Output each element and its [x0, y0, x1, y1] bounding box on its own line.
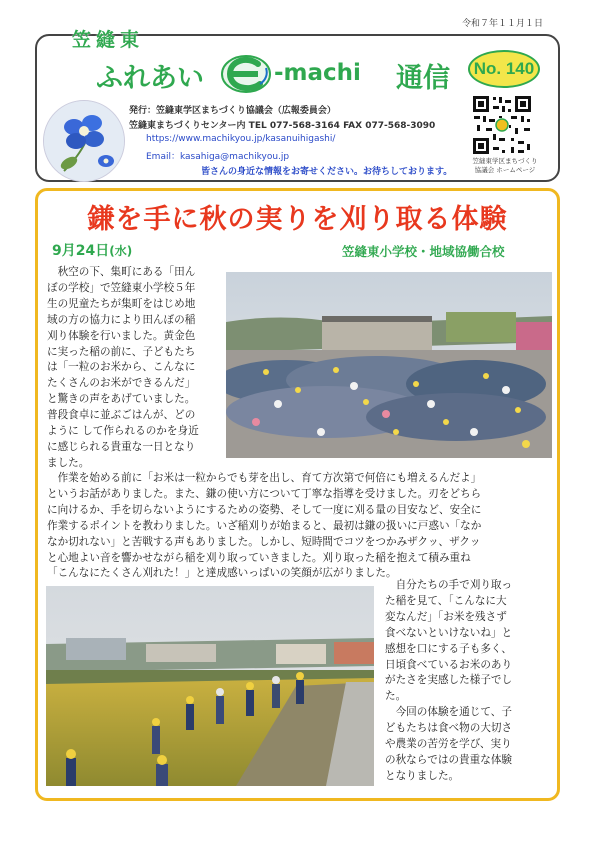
text-line: というお話がありました。また、鎌の使い方について丁寧な指導を受けました。刃をどちら [47, 487, 482, 500]
text-line: 刈り体験を行いました。黄金色 [47, 329, 196, 342]
title-tsushin: 通信 [396, 63, 450, 94]
flower-photo [43, 100, 125, 182]
text-line: がたさを実感した様子でし [385, 674, 513, 687]
text-line: 今回の体験を通じて、子 [395, 706, 512, 719]
invitation-text: 皆さんの身近な情報をお寄せください。お待ちしております。 [201, 167, 453, 177]
article-paragraph-3 [385, 578, 552, 785]
text-line: の秋ならではの貴重な体験 [385, 753, 513, 766]
text-line: は「一粒のお米から、こんなに [47, 361, 196, 374]
text-line: 日頃食べているお米のあり [385, 658, 513, 671]
morning-glory-icon [44, 101, 125, 182]
text-line: 普段食卓に並ぶごはんが、どの [47, 409, 196, 422]
text-line: た。 [385, 690, 407, 703]
text-line: 感想を口にする子も多く、 [385, 642, 512, 655]
qr-caption [466, 157, 544, 175]
text-line: 秋空の下、集町にある「田ん [57, 266, 196, 278]
e-logo-icon [220, 54, 272, 94]
event-date [52, 240, 132, 260]
title-fureai: ふれあい [96, 63, 204, 94]
event-date-day: 9月24日 [52, 243, 110, 259]
text-line: 生の児童たちが集町をはじめ地 [47, 297, 196, 310]
issue-date: 令和７年１１月１日 [462, 19, 544, 29]
event-organizer: 笠縫東小学校・地域協働合校 [342, 244, 505, 259]
qr-caption-line: 協議会 ホームページ [474, 166, 536, 174]
title-machi: -machi [274, 60, 361, 86]
article-paragraph-2 [47, 471, 552, 582]
text-line: 変なんだ」「お米を残さず [385, 610, 507, 623]
text-line: 作業するポイントを教わりました。いざ稲刈りが始まると、最初は鎌の扱いに戸惑い「なか [47, 519, 482, 532]
text-line: ぼの学校」で笠縫東小学校５年 [47, 281, 196, 294]
text-line: や農業の苦労を学び、実り [385, 738, 512, 751]
publisher-issuer: 発行：笠縫東学区まちづくり協議会（広報委員会） [129, 106, 336, 116]
website-link[interactable]: https://www.machikyou.jp/kasanuihigashi/ [146, 134, 336, 144]
text-line: 自分たちの手で刈り取っ [395, 579, 513, 591]
email-link[interactable]: Email：kasahiga@machikyou.jp [146, 152, 290, 162]
text-line: に感じられる貴重な一日となり [47, 440, 196, 453]
rice-school-gathering-photo [226, 272, 552, 458]
text-line: ように して作られるのかを身近 [47, 425, 199, 438]
text-line: 食べないといけないね」と [385, 626, 513, 639]
text-line: なか切れない」と苦戦する声もありました。しかし、短時間でコツをつかみザクッ、ザクッ [47, 535, 481, 548]
text-line: 「こんなにたくさん刈れた！」と達成感いっぱいの笑顔が広がりました。 [47, 567, 397, 580]
text-line: た稲を見て、「こんなに大 [385, 594, 507, 607]
text-line: ました。 [47, 456, 90, 469]
issue-number-badge: No. 140 [468, 50, 540, 88]
article-headline: 鎌を手に秋の実りを刈り取る体験 [87, 204, 508, 235]
rice-harvest-field-photo [46, 586, 374, 786]
text-line: たくさんのお米ができるんだ」 [47, 377, 196, 390]
text-line: どもたちは食べ物の大切さ [385, 722, 513, 735]
text-line: 作業を始める前に「お米は一粒からでも芽を出し、育て方次第で何倍にも増えるんだよ」 [57, 472, 482, 484]
text-line: となりました。 [385, 769, 460, 782]
text-line: と心地よい音を響かせながら稲を刈り取っていきました。刈り取った稲を抱えて積み重ね [47, 551, 471, 564]
article-paragraph-1 [47, 265, 225, 472]
qr-caption-line: 笠縫東学区まちづくり [472, 157, 538, 165]
text-line: に向けるか、手を切らないようにするための姿勢、そして一度に刈る量の目安など、安全に [47, 503, 482, 516]
text-line: に実った稲の前に、子どもたち [47, 345, 196, 358]
publisher-address: 笠縫東まちづくりセンター内 TEL 077-568-3164 FAX 077-568-3090 [129, 121, 436, 131]
qr-code-icon[interactable] [471, 94, 533, 156]
area-name: 笠縫東 [72, 25, 144, 52]
text-line: 域の方の協力により田んぼの稲 [47, 313, 196, 326]
event-date-weekday: (水) [109, 244, 133, 258]
text-line: と驚きの声をあげていました。 [47, 393, 196, 406]
